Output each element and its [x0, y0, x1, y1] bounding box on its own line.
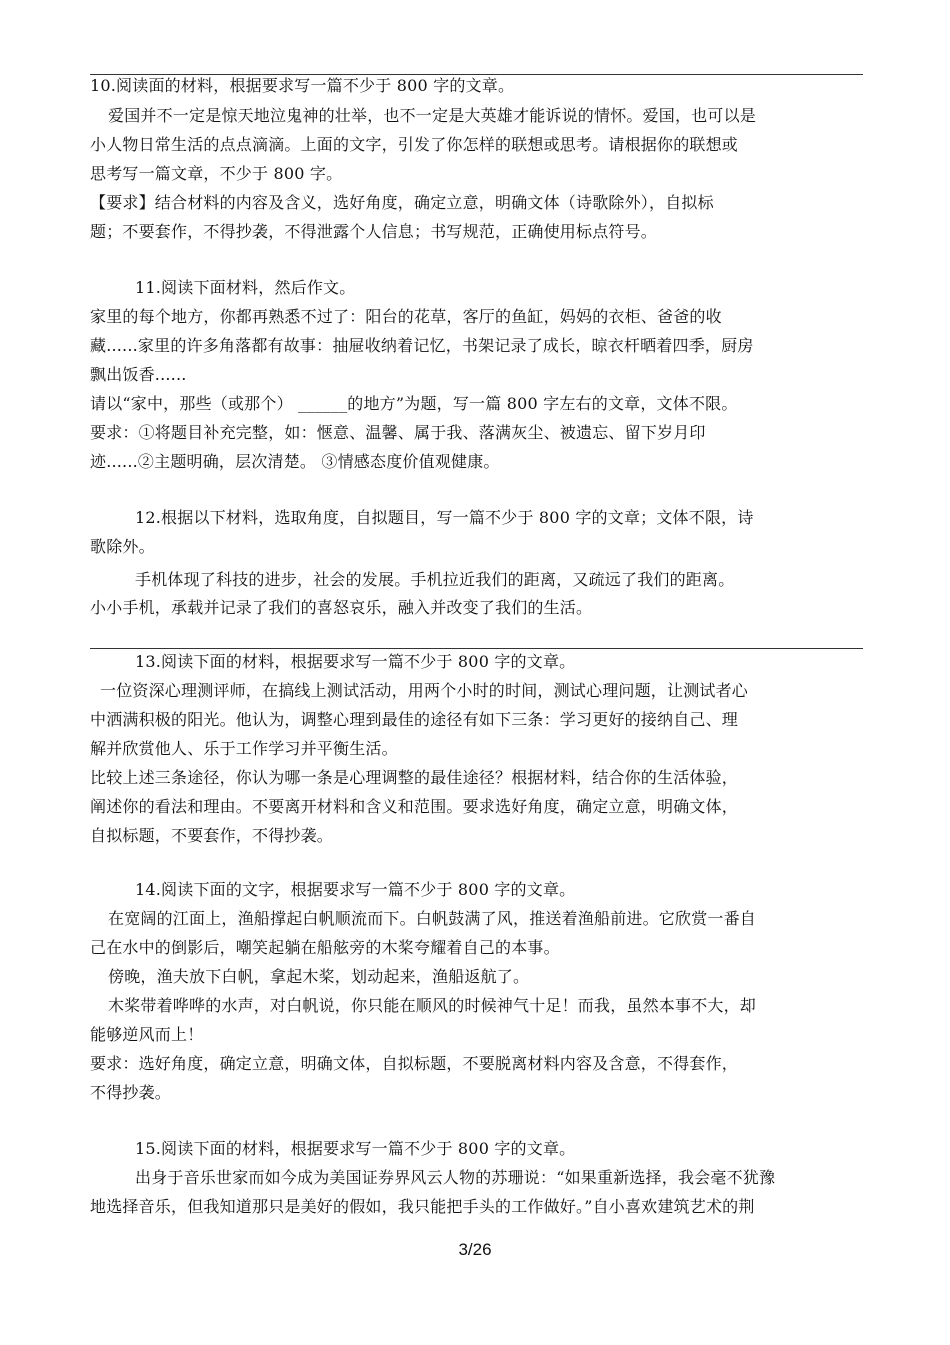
q10-requirement: 题；不要套作，不得抄袭，不得泄露个人信息；书写规范，正确使用标点符号。	[90, 222, 658, 241]
top-rule	[90, 74, 863, 75]
q13-text: 解并欣赏他人、乐于工作学习并平衡生活。	[90, 739, 398, 758]
q15-heading: 15.阅读下面的材料，根据要求写一篇不少于 800 字的文章。	[135, 1139, 576, 1158]
q14-text: 傍晚，渔夫放下白帆，拿起木桨，划动起来，渔船返航了。	[108, 967, 530, 986]
q10-heading: 10.阅读面的材料，根据要求写一篇不少于 800 字的文章。	[90, 76, 515, 95]
page-number: 3/26	[458, 1240, 492, 1259]
q10-text: 爱国并不一定是惊天地泣鬼神的壮举，也不一定是大英雄才能诉说的情怀。爱国，也可以是	[108, 106, 757, 125]
q14-text: 在宽阔的江面上，渔船撑起白帆顺流而下。白帆鼓满了风，推送着渔船前进。它欣赏一番自	[108, 909, 757, 928]
q12-heading: 12.根据以下材料，选取角度，自拟题目，写一篇不少于 800 字的文章；文体不限，诗	[135, 508, 754, 527]
q12-heading: 歌除外。	[90, 537, 155, 556]
q15-text: 地选择音乐，但我知道那只是美好的假如，我只能把手头的工作做好。”自小喜欢建筑艺术的荆	[90, 1197, 755, 1216]
q14-requirement: 不得抄袭。	[90, 1083, 172, 1102]
q13-prompt: 自拟标题，不要套作，不得抄袭。	[90, 826, 334, 845]
q15-text: 出身于音乐世家而如今成为美国证券界风云人物的苏珊说：“如果重新选择，我会毫不犹豫	[135, 1168, 776, 1187]
q14-requirement: 要求：选好角度，确定立意，明确文体，自拟标题，不要脱离材料内容及含意，不得套作，	[90, 1054, 739, 1073]
q11-text: 飘出饭香......	[90, 365, 187, 384]
q12-text: 手机体现了科技的进步，社会的发展。手机拉近我们的距离，又疏远了我们的距离。	[135, 570, 735, 589]
q12-text: 小小手机，承载并记录了我们的喜怒哀乐，融入并改变了我们的生活。	[90, 598, 593, 617]
q10-text: 思考写一篇文章，不少于 800 字。	[90, 164, 343, 183]
q13-text: 中洒满积极的阳光。他认为，调整心理到最佳的途径有如下三条：学习更好的接纳自己、理	[90, 710, 739, 729]
q11-text: 藏......家里的许多角落都有故事：抽屉收纳着记忆，书架记录了成长，晾衣杆晒着四季，厨房	[90, 336, 754, 355]
q14-text: 木桨带着哗哗的水声，对白帆说，你只能在顺风的时候神气十足！而我，虽然本事不大，却	[108, 996, 757, 1015]
q11-prompt: 请以“家中，那些（或那个） ______的地方”为题，写一篇 800 字左右的文章，文体不限。	[90, 394, 738, 413]
q14-text: 能够逆风而上！	[90, 1025, 204, 1044]
q11-requirement: 迹......②主题明确，层次清楚。 ③情感态度价值观健康。	[90, 452, 500, 471]
q14-heading: 14.阅读下面的文字，根据要求写一篇不少于 800 字的文章。	[135, 880, 576, 899]
q11-requirement: 要求：①将题目补充完整，如：惬意、温馨、属于我、落满灰尘、被遗忘、留下岁月印	[90, 423, 706, 442]
q10-requirement: 【要求】结合材料的内容及含义，选好角度，确定立意，明确文体（诗歌除外），自拟标	[90, 193, 714, 212]
q13-text: 一位资深心理测评师，在搞线上测试活动，用两个小时的时间，测试心理问题，让测试者心	[100, 681, 749, 700]
q13-heading: 13.阅读下面的材料，根据要求写一篇不少于 800 字的文章。	[135, 652, 576, 671]
q13-prompt: 比较上述三条途径，你认为哪一条是心理调整的最佳途径？根据材料，结合你的生活体验，	[90, 768, 739, 787]
q11-heading: 11.阅读下面材料，然后作文。	[135, 278, 356, 297]
section-rule	[90, 648, 863, 649]
q13-prompt: 阐述你的看法和理由。不要离开材料和含义和范围。要求选好角度，确定立意，明确文体，	[90, 797, 739, 816]
q14-text: 己在水中的倒影后，嘲笑起躺在船舷旁的木桨夸耀着自己的本事。	[90, 938, 560, 957]
q11-text: 家里的每个地方，你都再熟悉不过了：阳台的花草，客厅的鱼缸，妈妈的衣柜、爸爸的收	[90, 307, 722, 326]
q10-text: 小人物日常生活的点点滴滴。上面的文字，引发了你怎样的联想或思考。请根据你的联想或	[90, 135, 739, 154]
